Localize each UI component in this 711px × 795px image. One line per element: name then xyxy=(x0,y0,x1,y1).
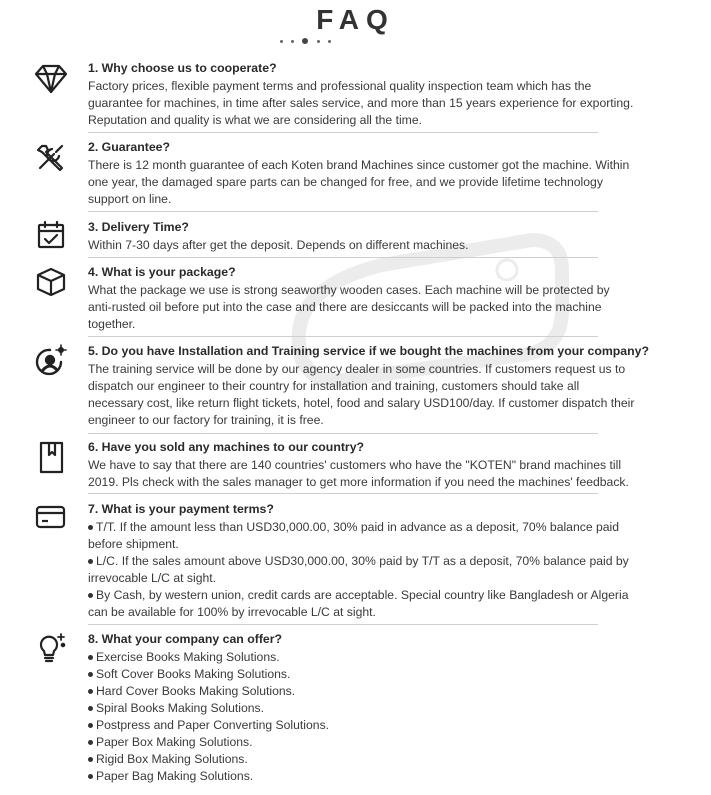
divider xyxy=(88,132,598,133)
bullet xyxy=(88,689,93,694)
page-title: FAQ xyxy=(316,4,395,35)
bullet xyxy=(88,672,93,677)
divider xyxy=(88,624,598,625)
faq-answer: Within 7-30 days after get the deposit. Depends on different machines. xyxy=(88,238,469,252)
bullet xyxy=(88,593,93,598)
divider xyxy=(88,493,598,494)
bullet xyxy=(88,559,93,564)
bookmark-book-icon xyxy=(34,440,68,474)
credit-card-icon xyxy=(34,500,68,534)
bullet xyxy=(88,723,93,728)
faq-answer: Factory prices, flexible payment terms and professional quality inspection team which has the guarantee for machines, in time after sales service, and more than 15 years experience for exporting. Reputation and quality is what we are considering all the time. xyxy=(88,79,634,127)
faq-question: 2. Guarantee? xyxy=(88,140,171,154)
faq-question: 3. Delivery Time? xyxy=(88,220,189,234)
divider xyxy=(88,433,598,434)
user-settings-icon xyxy=(34,344,68,378)
bullet xyxy=(88,774,93,779)
faq-answer: Exercise Books Making Solutions. Soft Cover Books Making Solutions. Hard Cover Books Making Solutions. Spiral Books Making Solutions. Postpress and Paper Converting Solutions. Paper Box Making Solutions. Rigid Box Making Solutions. Paper Bag Making Solutions. xyxy=(88,649,600,785)
bullet xyxy=(88,655,93,660)
calendar-check-icon xyxy=(34,218,68,252)
package-box-icon xyxy=(34,265,68,299)
divider xyxy=(88,211,598,212)
faq-answer: T/T. If the amount less than USD30,000.00, 30% paid in advance as a deposit, 70% balance paid before shipment. L/C. If the sales amount above USD30,000.00, 30% paid by T/T as a deposit, 70% balance paid by irrevocable L/C at sight. By Cash, by western union, credit cards are acceptable. Special country like Bangladesh or Algeria can be available for 100% by irrevocable L/C at sight. xyxy=(88,520,629,619)
faq-answer: We have to say that there are 140 countries' customers who have the "KOTEN" brand machines till 2019. Pls check with the sales manager to get more information if you need the machines' feedback. xyxy=(88,458,629,489)
faq-question: 5. Do you have Installation and Training service if we bought the machines from your company? xyxy=(88,344,649,358)
divider xyxy=(88,257,598,258)
faq-answer: What the package we use is strong seaworthy wooden cases. Each machine will be protected by anti-rusted oil before put into the case and there are desiccants will be packed into the machine together. xyxy=(88,283,610,331)
faq-answer: There is 12 month guarantee of each Koten brand Machines since customer got the machine. Within one year, the damaged spare parts can be changed for free, and we provide lifetime technology support on line. xyxy=(88,158,630,206)
diamond-icon xyxy=(34,61,68,95)
bullet xyxy=(88,706,93,711)
faq-answer: The training service will be done by our agency dealer in some countries. If customers request us to dispatch our engineer to their country for installation and training, customers should take all necessary cost, like return flight tickets, hotel, food and salary USD100/day. If customer dispatch their engineer to our factory for training, it is free. xyxy=(88,362,635,427)
bullet xyxy=(88,740,93,745)
faq-question: 8. What your company can offer? xyxy=(88,632,283,646)
tools-icon xyxy=(34,140,68,174)
lightbulb-icon xyxy=(34,632,68,666)
title-divider-dots xyxy=(275,38,335,46)
bullet xyxy=(88,525,93,530)
faq-question: 4. What is your package? xyxy=(88,265,236,279)
faq-question: 1. Why choose us to cooperate? xyxy=(88,61,277,75)
bullet xyxy=(88,757,93,762)
divider xyxy=(88,336,598,337)
faq-question: 7. What is your payment terms? xyxy=(88,502,274,516)
faq-question: 6. Have you sold any machines to our country? xyxy=(88,440,365,454)
